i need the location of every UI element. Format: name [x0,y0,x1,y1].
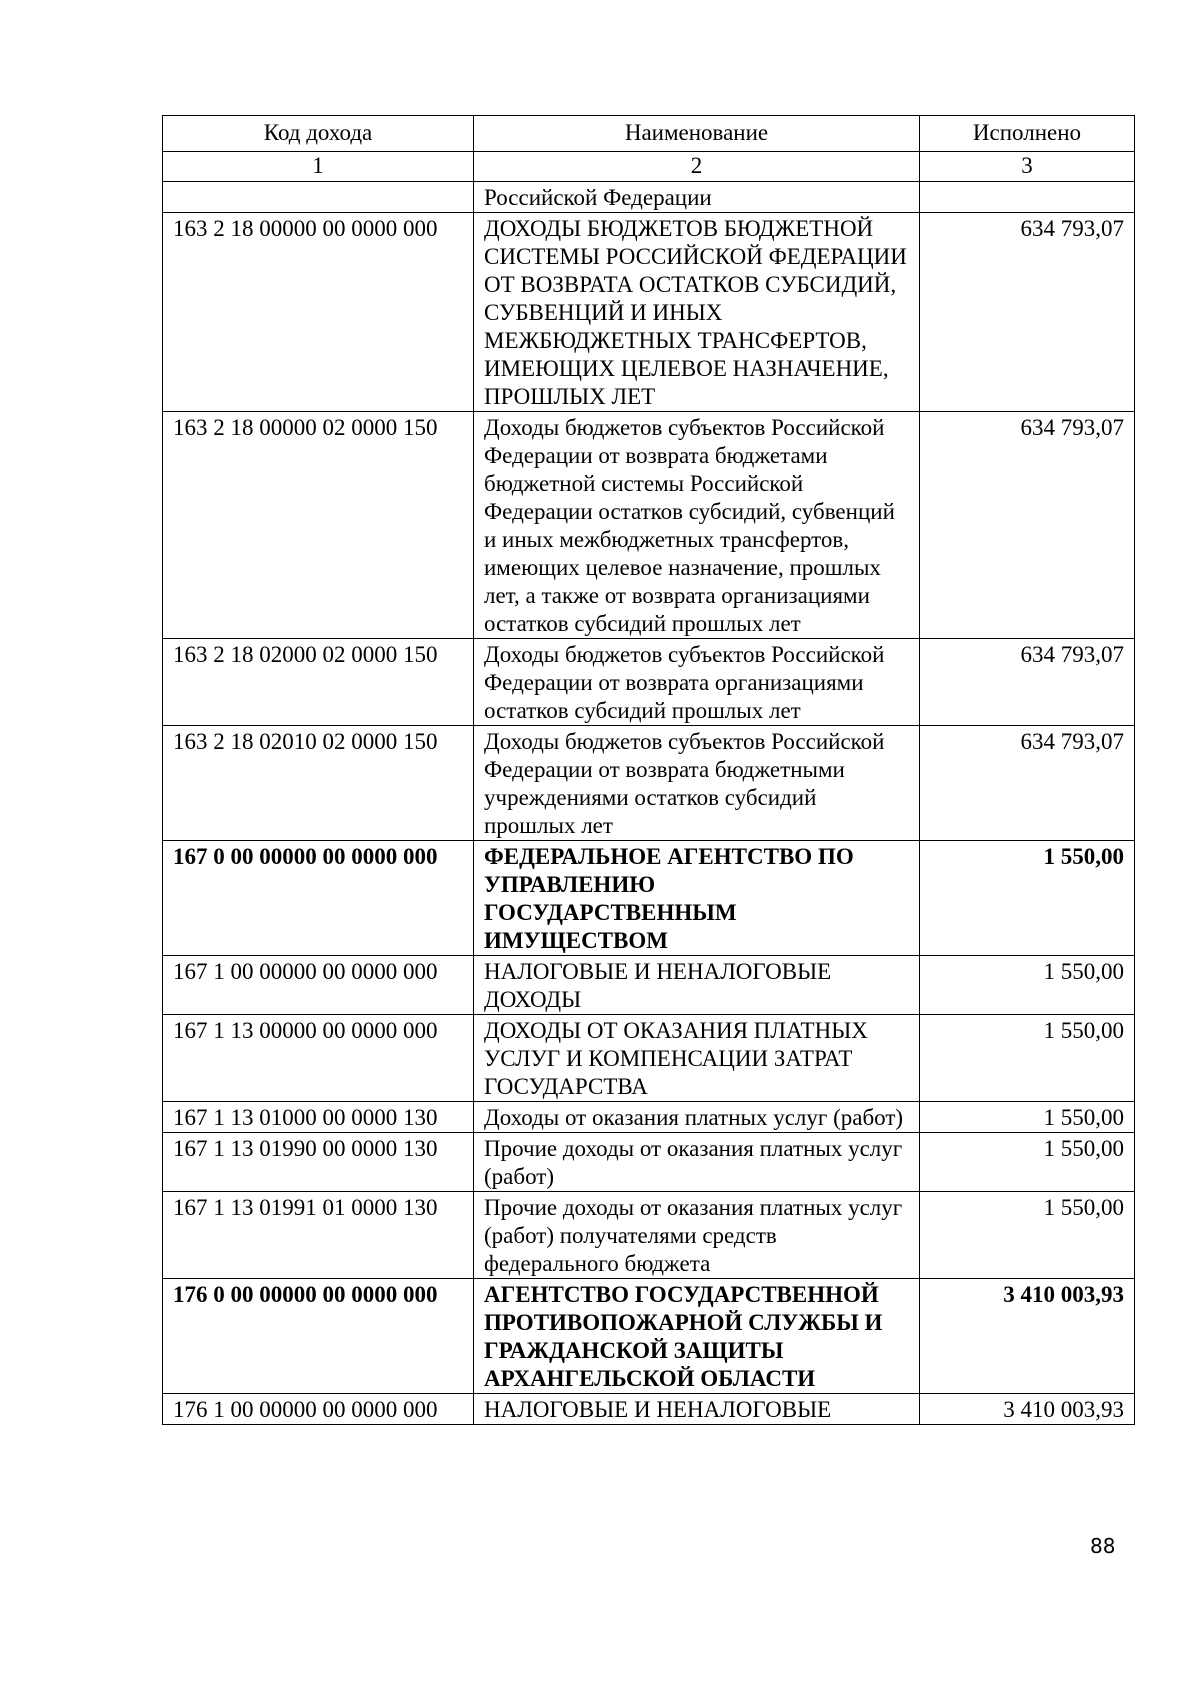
row-code: 167 1 13 00000 00 0000 000 [163,1015,474,1102]
column-number-1: 1 [163,152,474,182]
row-code: 167 1 13 01000 00 0000 130 [163,1102,474,1133]
table-row [163,1394,1135,1425]
row-amount: 634 793,07 [920,639,1135,726]
row-code: 176 0 00 00000 00 0000 000 [163,1279,474,1394]
header-amount: Исполнено [920,116,1135,152]
table-row [163,182,1135,213]
row-name: Доходы от оказания платных услуг (работ) [474,1102,920,1133]
row-code: 167 1 00 00000 00 0000 000 [163,956,474,1015]
table-row [163,1102,1135,1133]
row-code: 163 2 18 02000 02 0000 150 [163,639,474,726]
page-number: 88 [1090,1534,1116,1558]
table-row [163,1279,1135,1394]
header-row [163,116,1135,152]
row-amount: 634 793,07 [920,213,1135,412]
row-name: ДОХОДЫ БЮДЖЕТОВ БЮДЖЕТНОЙ СИСТЕМЫ РОССИЙСКОЙ ФЕДЕРАЦИИ ОТ ВОЗВРАТА ОСТАТКОВ СУБСИДИЙ, СУБВЕНЦИЙ И ИНЫХ МЕЖБЮДЖЕТНЫХ ТРАНСФЕРТОВ, ИМЕЮЩИХ ЦЕЛЕВОЕ НАЗНАЧЕНИЕ, ПРОШЛЫХ ЛЕТ [474,213,920,412]
column-number-2: 2 [474,152,920,182]
table-body [163,116,1135,1425]
table-row [163,1133,1135,1192]
row-name: Прочие доходы от оказания платных услуг (работ) получателями средств федерального бюджета [474,1192,920,1279]
row-amount: 634 793,07 [920,412,1135,639]
row-code: 163 2 18 00000 00 0000 000 [163,213,474,412]
row-code: 167 0 00 00000 00 0000 000 [163,841,474,956]
row-name: Доходы бюджетов субъектов Российской Федерации от возврата бюджетами бюджетной системы Российской Федерации остатков субсидий, субвенций и иных межбюджетных трансфертов, имеющих целевое назначение, прошлых лет, а также от возврата организациями остатков субсидий прошлых лет [474,412,920,639]
row-code: 176 1 00 00000 00 0000 000 [163,1394,474,1425]
row-name: Доходы бюджетов субъектов Российской Федерации от возврата организациями остатков субсидий прошлых лет [474,639,920,726]
row-amount: 1 550,00 [920,1133,1135,1192]
row-name: ФЕДЕРАЛЬНОЕ АГЕНТСТВО ПО УПРАВЛЕНИЮ ГОСУДАРСТВЕННЫМ ИМУЩЕСТВОМ [474,841,920,956]
row-amount: 1 550,00 [920,1192,1135,1279]
row-code [163,182,474,213]
table-row [163,412,1135,639]
row-amount: 1 550,00 [920,841,1135,956]
row-amount: 634 793,07 [920,726,1135,841]
row-code: 163 2 18 00000 02 0000 150 [163,412,474,639]
row-amount: 3 410 003,93 [920,1394,1135,1425]
table-row [163,841,1135,956]
column-number-3: 3 [920,152,1135,182]
row-name: Прочие доходы от оказания платных услуг (работ) [474,1133,920,1192]
row-name: АГЕНТСТВО ГОСУДАРСТВЕННОЙ ПРОТИВОПОЖАРНОЙ СЛУЖБЫ И ГРАЖДАНСКОЙ ЗАЩИТЫ АРХАНГЕЛЬСКОЙ ОБЛАСТИ [474,1279,920,1394]
row-amount: 1 550,00 [920,1102,1135,1133]
row-code: 163 2 18 02010 02 0000 150 [163,726,474,841]
revenue-table [162,115,1135,1425]
table-row [163,1015,1135,1102]
table-row [163,1192,1135,1279]
row-amount: 1 550,00 [920,1015,1135,1102]
table-row [163,639,1135,726]
row-code: 167 1 13 01991 01 0000 130 [163,1192,474,1279]
row-name: НАЛОГОВЫЕ И НЕНАЛОГОВЫЕ [474,1394,920,1425]
header-code: Код дохода [163,116,474,152]
row-amount: 1 550,00 [920,956,1135,1015]
table-row [163,726,1135,841]
row-name: НАЛОГОВЫЕ И НЕНАЛОГОВЫЕ ДОХОДЫ [474,956,920,1015]
row-name: Российской Федерации [474,182,920,213]
row-name: Доходы бюджетов субъектов Российской Федерации от возврата бюджетными учреждениями остатков субсидий прошлых лет [474,726,920,841]
row-code: 167 1 13 01990 00 0000 130 [163,1133,474,1192]
row-name: ДОХОДЫ ОТ ОКАЗАНИЯ ПЛАТНЫХ УСЛУГ И КОМПЕНСАЦИИ ЗАТРАТ ГОСУДАРСТВА [474,1015,920,1102]
header-name: Наименование [474,116,920,152]
table-row [163,213,1135,412]
column-number-row [163,152,1135,182]
row-amount: 3 410 003,93 [920,1279,1135,1394]
table-row [163,956,1135,1015]
row-amount [920,182,1135,213]
